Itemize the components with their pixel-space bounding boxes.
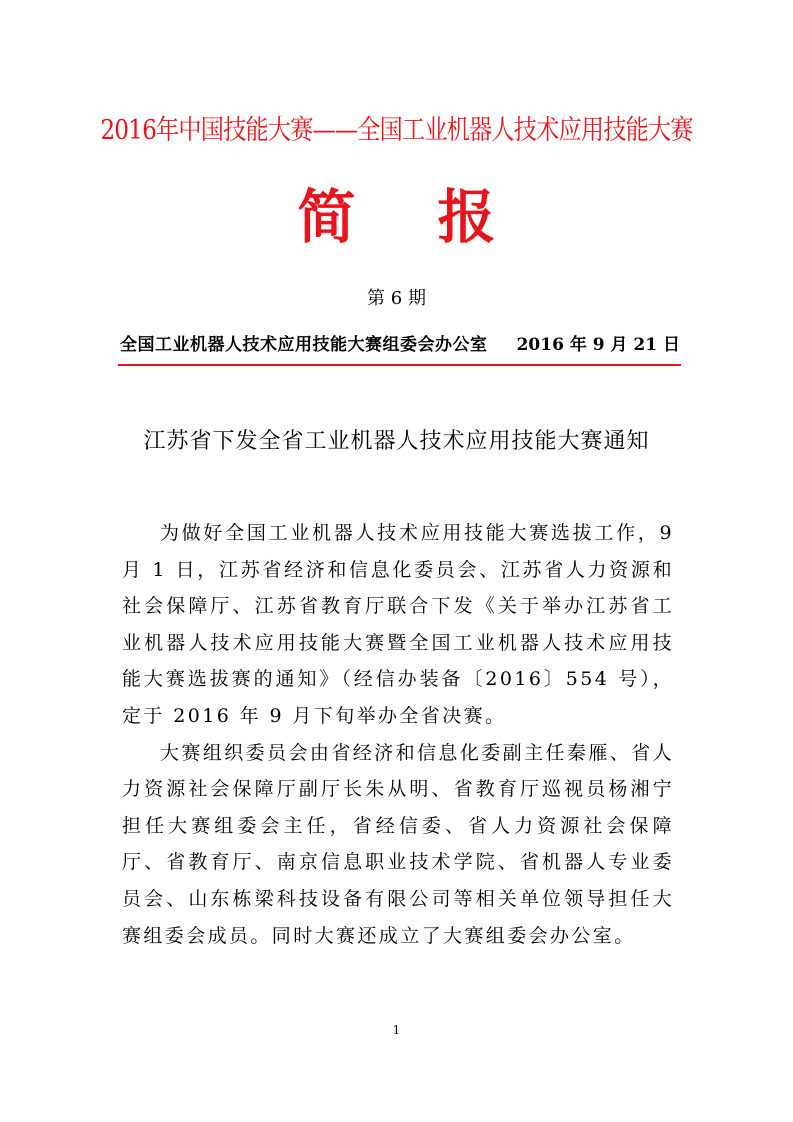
paragraph: 为做好全国工业机器人技术应用技能大赛选拔工作，9 月 1 日，江苏省经济和信息化委员会、江苏省人力资源和社会保障厅、江苏省教育厅联合下发《关于举办江苏省工业机器人技术应用技能大赛暨全国工业机器人技术应用技能大赛选拔赛的通知》（经信办装备〔2016〕554 号），定于 2016 年 9 月下旬举办全省决赛。 xyxy=(122,522,674,727)
bulletin-char-2: 报 xyxy=(437,183,496,251)
red-divider xyxy=(118,364,681,366)
bulletin-name xyxy=(0,183,793,251)
issue-number: 第 6 期 xyxy=(367,288,426,309)
paragraph: 大赛组织委员会由省经济和信息化委副主任秦雁、省人力资源社会保障厅副厅长朱从明、省教育厅巡视员杨湘宁担任大赛组委会主任，省经信委、省人力资源社会保障厅、省教育厅、南京信息职业技术学院、省机器人专业委员会、山东栋梁科技设备有限公司等相关单位领导担任大赛组委会成员。同时大赛还成立了大赛组委会办公室。 xyxy=(122,741,674,947)
issuer-date-line xyxy=(120,337,680,354)
article-title: 江苏省下发全省工业机器人技术应用技能大赛通知 xyxy=(143,429,650,454)
banner-title: 2016年中国技能大赛——全国工业机器人技术应用技能大赛 xyxy=(100,115,693,146)
page-number: 1 xyxy=(392,1023,401,1037)
issue-date: 2016 年 9 月 21 日 xyxy=(516,335,680,355)
bulletin-char-1: 简 xyxy=(297,183,356,251)
issuer: 全国工业机器人技术应用技能大赛组委会办公室 xyxy=(120,335,488,355)
article-body xyxy=(122,515,674,954)
